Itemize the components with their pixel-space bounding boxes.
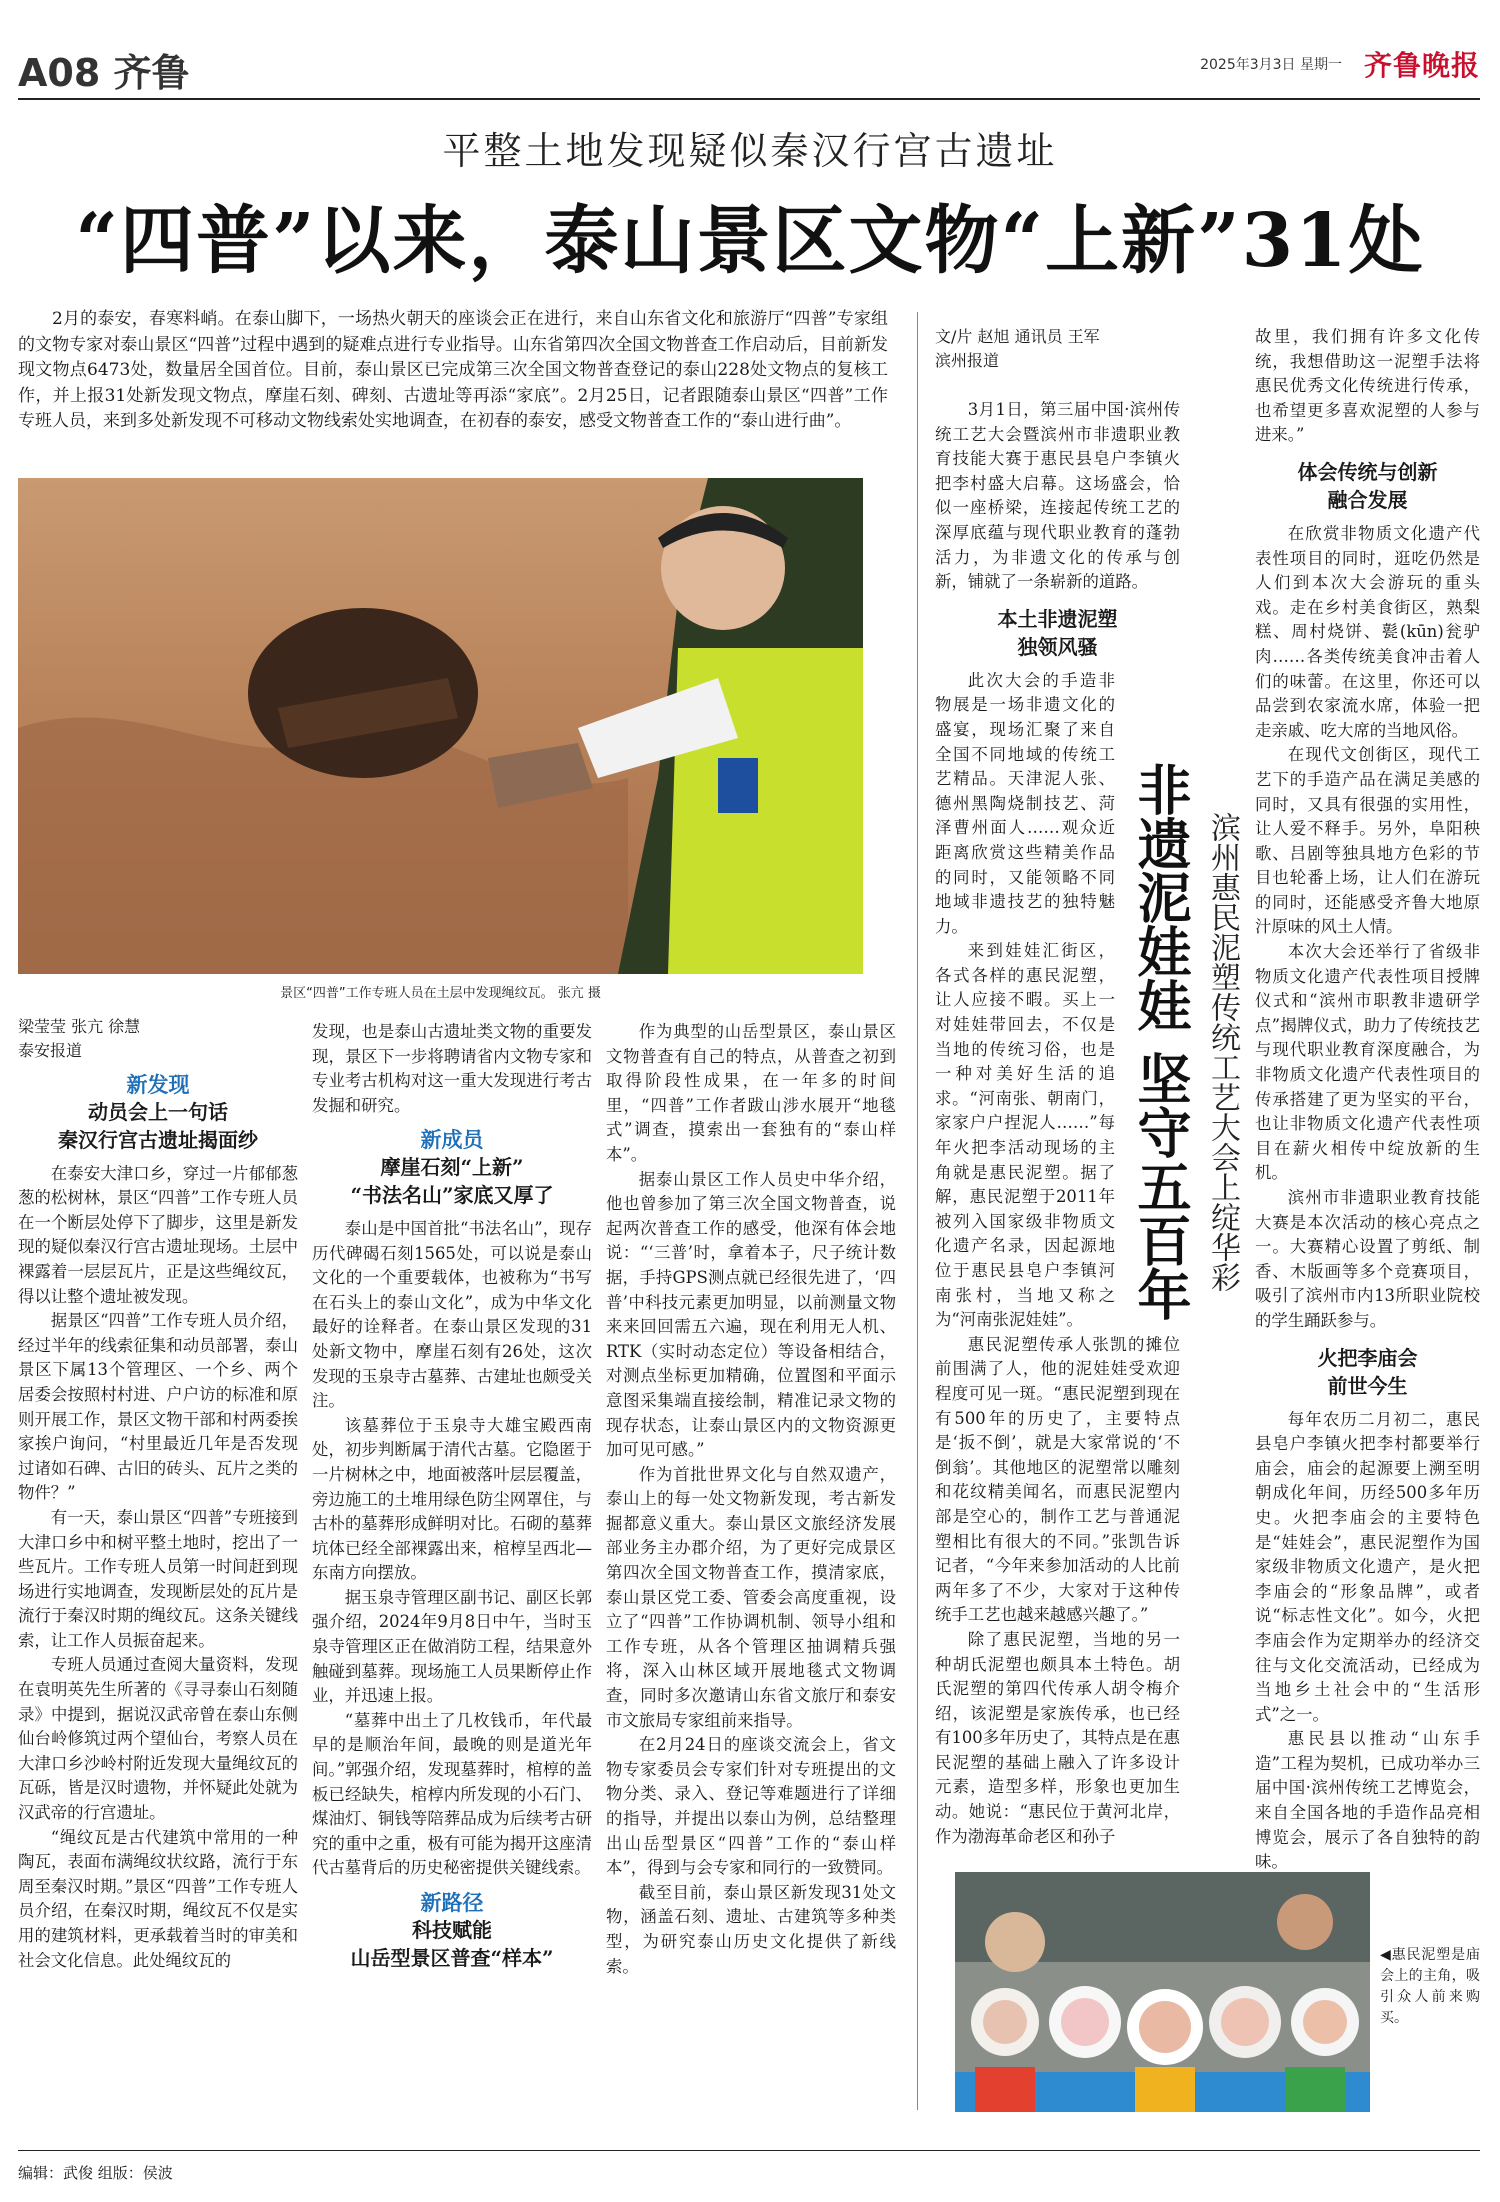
byline: 梁莹莹 张亢 徐慧 泰安报道 bbox=[18, 1017, 141, 1060]
lead-paragraph: 2月的泰安，春寒料峭。在泰山脚下，一场热火朝天的座谈会正在进行，来自山东省文化和旅游厅“四普”专家组的文物专家对泰山景区“四普”过程中遇到的疑难点进行专业指导。山东省第四次全国文物普查工作启动后，目前新发现文物点6473处，数量居全国首位。目前，泰山景区已完成第三次全国文物普查登记的泰山228处文物点的复核工作，并上报31处新发现文物点，摩崖石刻、碑刻、古遗址等再添“家底”。2月25日，记者跟随泰山景区“四普”工作专班人员，来到多处新发现不可移动文物线索处实地调查，在初春的泰安，感受文物普查工作的“泰山进行曲”。 bbox=[18, 309, 888, 431]
paragraph: 据玉泉寺管理区副书记、副区长郭强介绍，2024年9月8日中午，当时玉泉寺管理区正在做消防工程，结果意外触碰到墓葬。现场施工人员果断停止作业，并迅速上报。 bbox=[312, 1587, 592, 1706]
paragraph: 在现代文创街区，现代工艺下的手造产品在满足美感的同时，又具有很强的实用性，让人爱不释手。另外，阜阳秧歌、吕剧等独具地方色彩的节目也轮番上场，让人们在游玩的同时，还能感受齐鲁大地原汁原味的风土人情。 bbox=[1255, 745, 1480, 937]
paragraph: 据泰山景区工作人员史中华介绍，他也曾参加了第三次全国文物普查，说起两次普查工作的感受，他深有体会地说：“‘三普’时，拿着本子，尺子统计数据，手持GPS测点就已经很先进了，‘四普’中科技元素更加明显，以前测量文物来来回回需五六遍，现在利用无人机、RTK（实时动态定位）等设备相结合，对测点坐标更加精确，位置图和平面示意图采集端直接绘制，精准记录文物的现存状态，让泰山景区内的文物资源更加可见可感。” bbox=[606, 1169, 896, 1460]
article-column-3 bbox=[606, 1020, 896, 1979]
subhead-temple-fair: 火把李庙会 前世今生 bbox=[1317, 1345, 1418, 1398]
side-photo-caption: ◀惠民泥塑是庙会上的主角，吸引众人前来购买。 bbox=[1380, 1947, 1480, 2026]
paragraph: 专班人员通过查阅大量资料，发现在袁明英先生所著的《寻寻泰山石刻随录》中提到，据说汉武帝曾在泰山东侧仙台岭修筑过两个望仙台，考察人员在大津口乡沙岭村附近发现大量绳纹瓦的瓦砾，皆是汉时遗物，并怀疑此处就为汉武帝的行宫遗址。 bbox=[18, 1655, 298, 1823]
subhead-new-path: 新路径 科技赋能 山岳型景区普查“样本” bbox=[350, 1891, 554, 1970]
page-section: A08 齐鲁 bbox=[18, 51, 190, 95]
narrow-text bbox=[935, 669, 1115, 1333]
subhead-new-discovery: 新发现 动员会上一句话 秦汉行宫古遗址揭面纱 bbox=[58, 1073, 258, 1152]
column-divider bbox=[917, 312, 918, 2110]
page-header bbox=[18, 42, 1480, 94]
paragraph: 据景区“四普”工作专班人员介绍，经过半年的线索征集和动员部署，泰山景区下属13个管理区、一个乡、两个居委会按照村村进、户户访的标准和原则开展工作，景区文物干部和村两委挨家挨户询问，“村里最近几年是否发现过诸如石碑、古旧的砖头、瓦片之类的物件？” bbox=[18, 1311, 298, 1503]
header-rule bbox=[18, 98, 1480, 100]
subhead-tradition-innovation: 体会传统与创新 融合发展 bbox=[1297, 459, 1438, 512]
paragraph: 每年农历二月初二，惠民县皂户李镇火把李村都要举行庙会，庙会的起源要上溯至明朝成化年间，历经500多年历史。火把李庙会的主要特色是“娃娃会”，惠民泥塑作为国家级非物质文化遗产，是火把李庙会的“形象品牌”，或者说“标志性文化”。如今，火把李庙会作为定期举办的经济交往与文化交流活动，已经成为当地乡土社会中的“生活形式”之一。 bbox=[1255, 1409, 1480, 1724]
paragraph: 泰山是中国首批“书法名山”，现存历代碑碣石刻1565处，可以说是泰山文化的一个重要载体，也被称为“书写在石头上的泰山文化”，成为中华文化最好的诠释者。在泰山景区发现的31处新文物中，摩崖石刻有26处，这次发现的玉泉寺古墓葬、古建址也颇受关注。 bbox=[312, 1218, 592, 1411]
paragraph: 故里，我们拥有许多文化传统，我想借助这一泥塑手法将惠民优秀文化传统进行传承，也希望更多喜欢泥塑的人参与进来。” bbox=[1255, 327, 1480, 445]
paragraph: 截至目前，泰山景区新发现31处文物，涵盖石刻、遗址、古建筑等多种类型，为研究泰山历史文化提供了新线索。 bbox=[606, 1882, 896, 1976]
paragraph: 作为典型的山岳型景区，泰山景区文物普查有自己的特点，从普查之初到取得阶段性成果，在一年多的时间里，“四普”工作者跋山涉水展开“地毯式”调查，摸索出一套独有的“泰山样本”。 bbox=[606, 1022, 896, 1164]
subhead-new-member: 新成员 摩崖石刻“上新” “书法名山”家底又厚了 bbox=[350, 1128, 554, 1207]
paragraph: 发现，也是泰山古遗址类文物的重要发现，景区下一步将聘请省内文物专家和专业考古机构对这一重大发现进行考古发掘和研究。 bbox=[312, 1022, 592, 1115]
paragraph: 作为首批世界文化与自然双遗产，泰山上的每一处文物新发现，考古新发掘都意义重大。泰山景区文旅经济发展部业务主办郡介绍，为了更好完成景区第四次全国文物普查工作，摸清家底，泰山景区党工委、管委会高度重视，设立了“四普”工作协调机制、领导小组和工作专班，从各个管理区抽调精兵强将，深入山林区域开展地毯式文物调查，同时多次邀请山东省文旅厅和泰安市文旅局专家组前来指导。 bbox=[606, 1464, 896, 1730]
paragraph: 在泰安大津口乡，穿过一片郁郁葱葱的松树林，景区“四普”工作专班人员在一个断层处停下了脚步，这里是新发现的疑似秦汉行宫古遗址现场。土层中裸露着一层层瓦片，正是这些绳纹瓦，得以让整个遗址被发现。 bbox=[18, 1163, 298, 1306]
side-byline: 文/片 赵旭 通讯员 王军 滨州报道 bbox=[935, 327, 1100, 370]
paragraph: 惠民县以推动“山东手造”工程为契机，已成功举办三届中国·滨州传统工艺博览会，来自全国各地的手造作品亮相博览会，展示了各自独特的韵味。 bbox=[1255, 1729, 1480, 1872]
subhead-local-clay: 本土非遗泥塑 独领风骚 bbox=[997, 606, 1118, 659]
paragraph: “绳纹瓦是古代建筑中常用的一种陶瓦，表面布满绳纹状纹路，流行于东周至秦汉时期。”景区“四普”工作专班人员介绍，在秦汉时期，绳纹瓦不仅是实用的建筑材料，更承载着当时的审美和社会文化信息。此处绳纹瓦的 bbox=[18, 1827, 298, 1970]
paragraph: “墓葬中出土了几枚钱币，年代最早的是顺治年间，最晚的则是道光年间。”郭强介绍，发现墓葬时，棺椁的盖板已经缺失，棺椁内所发现的小石门、煤油灯、铜钱等陪葬品成为后续考古研究的重中之重，极有可能为揭开这座清代古墓背后的历史秘密提供关键线索。 bbox=[312, 1710, 592, 1878]
paragraph: 滨州市非遗职业教育技能大赛是本次活动的核心亮点之一。大赛精心设置了剪纸、制香、木版画等多个竞赛项目，吸引了滨州市内13所职业院校的学生踊跃参与。 bbox=[1255, 1188, 1480, 1330]
paragraph: 在2月24日的座谈交流会上，省文物专家委员会专家们针对专班提出的文物分类、录入、登记等难题进行了详细的指导，并提出以泰山为例，总结整理出山岳型景区“四普”工作的“泰山样本”，得到与会专家和同行的一致赞同。 bbox=[606, 1735, 896, 1878]
clay-doll-photo bbox=[955, 1872, 1370, 2112]
article-column-1 bbox=[18, 1015, 298, 1973]
clay-doll-illustration bbox=[955, 1872, 1370, 2112]
masthead-logo: 齐鲁晚报 bbox=[1363, 49, 1480, 82]
excavation-illustration bbox=[18, 478, 863, 974]
paragraph: 来到娃娃汇街区，各式各样的惠民泥塑，让人应接不暇。买上一对娃娃带回去，不仅是当地的传统习俗，也是一种对美好生活的追求。“河南张、朝南门，家家户户捏泥人……”每年火把李活动现场的主角就是惠民泥塑。据了解，惠民泥塑于2011年被列入国家级非物质文化遗产名录，因起源地位于惠民县皂户李镇河南张村，当地又称之为“河南张泥娃娃”。 bbox=[935, 941, 1115, 1330]
excavation-photo bbox=[18, 478, 863, 974]
paragraph: 此次大会的手造非物展是一场非遗文化的盛宴，现场汇聚了来自全国不同地域的传统工艺精品。天津泥人张、德州黑陶烧制技艺、菏泽曹州面人……观众近距离欣赏这些精美作品的同时，又能领略不同地域非遗技艺的独特魅力。 bbox=[935, 670, 1115, 936]
paragraph: 3月1日，第三届中国·滨州传统工艺大会暨滨州市非遗职业教育技能大赛于惠民县皂户李镇火把李村盛大启幕。这场盛会，恰似一座桥梁，连接起传统工艺的深厚底蕴与现代职业教育的蓬勃活力，为非遗文化的传承与创新，铺就了一条崭新的道路。 bbox=[935, 400, 1180, 592]
paragraph: 在欣赏非物质文化遗产代表性项目的同时，逛吃仍然是人们到本次大会游玩的重头戏。走在乡村美食街区，熟梨糕、周村烧饼、甏(kūn)瓮驴肉……各类传统美食冲击着人们的味蕾。在这里，你还可以品尝到农家流水席，体验一把走亲戚、吃大席的当地风俗。 bbox=[1255, 523, 1480, 740]
footer-credits: 编辑：武俊 组版：侯波 bbox=[18, 2164, 173, 2182]
footer-rule bbox=[18, 2150, 1480, 2151]
issue-date: 2025年3月3日 星期一 bbox=[1200, 57, 1342, 73]
paragraph: 该墓葬位于玉泉寺大雄宝殿西南处，初步判断属于清代古墓。它隐匿于一片树林之中，地面被落叶层层覆盖，旁边施工的土堆用绿色防尘网罩住，与古朴的墓葬形成鲜明对比。石砌的墓葬坑体已经全部裸露出来，棺椁呈西北—东南方向摆放。 bbox=[312, 1415, 592, 1583]
paragraph: 本次大会还举行了省级非物质文化遗产代表性项目授牌仪式和“滨州市职教非遗研学点”揭牌仪式，助力了传统技艺与现代职业教育深度融合，为非物质文化遗产代表性项目的传承搭建了更为坚实的平台，也让非物质文化遗产代表性项目在薪火相传中绽放新的生机。 bbox=[1255, 942, 1480, 1183]
kicker-title: 平整土地发现疑似秦汉行宫古遗址 bbox=[442, 129, 1058, 173]
main-headline: “四普”以来，泰山景区文物“上新”31处 bbox=[75, 198, 1425, 284]
article-column-2 bbox=[312, 1020, 592, 1980]
paragraph: 有一天，泰山景区“四普”专班接到大津口乡中和树平整土地时，挖出了一些瓦片。工作专班人员第一时间赶到现场进行实地调查，发现断层处的瓦片是流行于秦汉时期的绳纹瓦。这条关键线索，让工作人员振奋起来。 bbox=[18, 1507, 298, 1650]
side-vertical-title: 非遗泥娃娃 坚守五百年 bbox=[1129, 762, 1193, 1321]
photo-caption: 景区“四普”工作专班人员在土层中发现绳纹瓦。 张亢 摄 bbox=[280, 986, 601, 1001]
side-vertical-subtitle: 滨州惠民泥塑传统工艺大会上绽华彩 bbox=[1205, 812, 1240, 1292]
paragraph: 除了惠民泥塑，当地的另一种胡氏泥塑也颇具本土特色。胡氏泥塑的第四代传承人胡令梅介绍，该泥塑是家族传承，也已经有100多年历史了，其特点是在惠民泥塑的基础上融入了许多设计元素，造型多样，形象也更加生动。她说：“惠民位于黄河北岸，作为渤海革命老区和孙子 bbox=[935, 1629, 1180, 1846]
side-column-2 bbox=[1255, 325, 1480, 1875]
paragraph: 惠民泥塑传承人张凯的摊位前围满了人，他的泥娃娃受欢迎程度可见一斑。“惠民泥塑到现在有500年的历史了，主要特点是‘扳不倒’，就是大家常说的‘不倒翁’。其他地区的泥塑常以雕刻和花纹精美闻名，而惠民泥塑内部是空心的，制作工艺与普通泥塑相比有很大的不同。”张凯告诉记者，“今年来参加活动的人比前两年多了不少，大家对于这种传统手工艺也越来越感兴趣了。” bbox=[935, 1334, 1180, 1625]
